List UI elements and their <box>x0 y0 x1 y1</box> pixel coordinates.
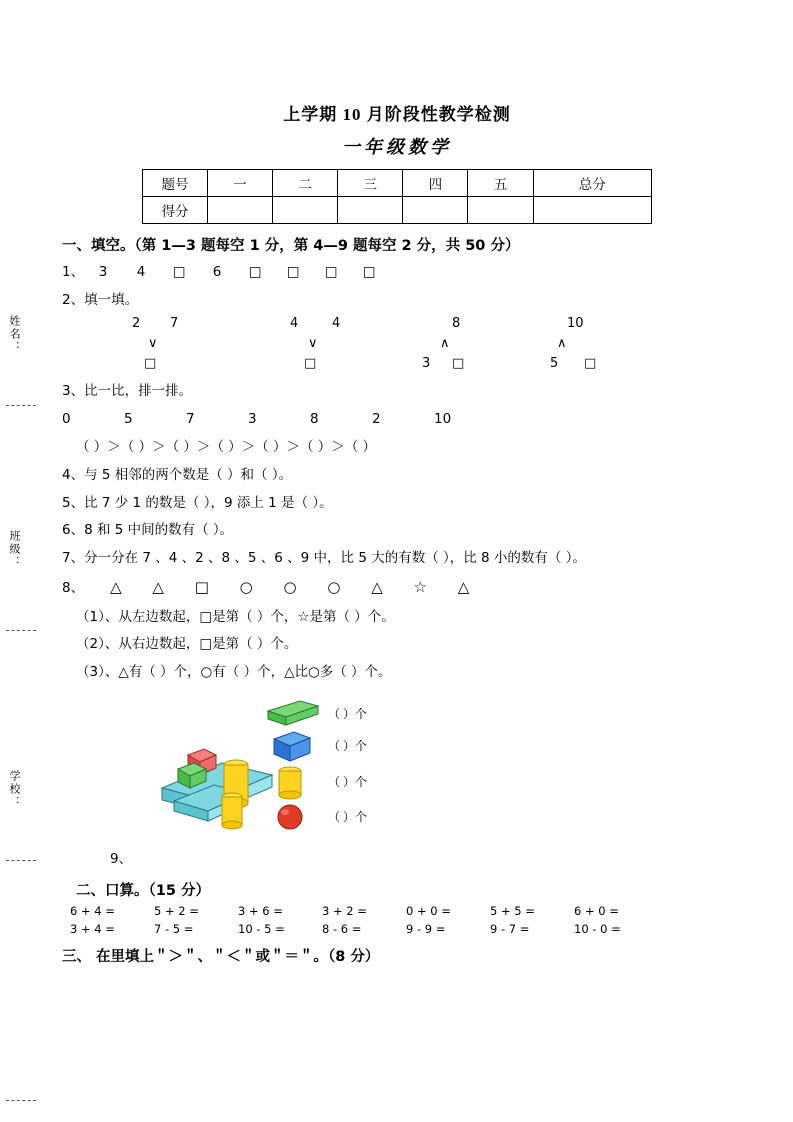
oral-item[interactable]: 5 + 2 = <box>154 904 199 919</box>
q3-num: 8 <box>310 410 319 427</box>
q2-mid-row <box>122 334 732 354</box>
margin-divider-1 <box>6 405 36 406</box>
page-title: 上学期 10 月阶段性教学检测 <box>283 105 511 124</box>
q2-bottom-row <box>122 354 732 374</box>
oral-item[interactable]: 10 - 5 = <box>238 922 285 937</box>
table-row <box>143 170 652 197</box>
q1-cell-blank[interactable]: □ <box>172 264 186 280</box>
oral-item[interactable]: 10 - 0 = <box>574 922 621 937</box>
score-cell: 总分 <box>533 170 651 197</box>
section-heading-3: 三、 在里填上＂＞＂、＂＜＂或＂＝＂。（8 分） <box>62 949 380 966</box>
table-row <box>143 197 652 224</box>
oral-item[interactable]: 3 + 4 = <box>70 922 115 937</box>
q2-static-num: 5 <box>550 355 559 371</box>
q3-num: 3 <box>248 410 257 427</box>
q1-cell-blank[interactable]: □ <box>324 264 338 280</box>
question-8-part-1[interactable]: （1）、从左边数起，□是第（ ）个，☆是第（ ）个。 <box>76 608 395 625</box>
worksheet-content <box>62 0 732 970</box>
q2-answer-box[interactable]: □ <box>304 355 317 371</box>
q2-top-num: 4 <box>332 315 341 331</box>
question-6[interactable]: 6、8 和 5 中间的数有（ ）。 <box>62 522 234 539</box>
q2-top-num: 2 <box>132 315 141 331</box>
question-8-shapes: △ △ □ ○ ○ ○ △ ☆ △ <box>110 578 483 597</box>
q2-answer-box[interactable]: □ <box>584 355 597 371</box>
question-4[interactable]: 4、与 5 相邻的两个数是（ ）和（ ）。 <box>62 466 293 483</box>
question-8-part-2[interactable]: （2）、从右边数起，□是第（ ）个。 <box>76 636 298 653</box>
score-cell: 四 <box>403 170 468 197</box>
question-7[interactable]: 7、分一分在 7 、4 、2 、8 、5 、6 、9 中，比 5 大的有数（ ），比 8 小的数有（ ）。 <box>62 550 586 567</box>
q2-brace: ∧ <box>557 335 567 351</box>
q2-answer-box[interactable]: □ <box>452 355 465 371</box>
oral-calc-row-2 <box>70 922 732 936</box>
oral-item[interactable]: 6 + 0 = <box>574 904 619 919</box>
score-input-cell[interactable] <box>468 197 533 224</box>
figure-legend-item[interactable]: （ ）个 <box>328 707 368 722</box>
blocks-illustration <box>152 693 472 843</box>
q1-cell-blank[interactable]: □ <box>362 264 376 280</box>
score-input-cell[interactable] <box>208 197 273 224</box>
q2-top-row <box>122 314 732 334</box>
figure-legend-item[interactable]: （ ）个 <box>328 739 368 754</box>
oral-item[interactable]: 5 + 5 = <box>490 904 535 919</box>
score-cell: 得分 <box>143 197 208 224</box>
section-heading-2: 二、口算。（15 分） <box>76 883 210 900</box>
question-2-diagram <box>122 314 732 374</box>
question-8 <box>62 576 732 599</box>
question-3-compare-row[interactable]: （ ）＞（ ）＞（ ）＞（ ）＞（ ）＞（ ）＞（ ） <box>76 438 377 455</box>
q1-cell-blank[interactable]: □ <box>286 264 300 280</box>
q3-num: 0 <box>62 410 71 427</box>
question-3-label: 3、比一比，排一排。 <box>62 382 193 399</box>
q2-top-num: 10 <box>567 315 584 331</box>
score-cell: 一 <box>208 170 273 197</box>
q2-top-num: 8 <box>452 315 461 331</box>
label-name: 姓名： <box>8 315 21 354</box>
score-cell: 二 <box>273 170 338 197</box>
q2-brace: ∨ <box>148 335 158 351</box>
q2-brace: ∧ <box>440 335 450 351</box>
question-2-label: 2、填一填。 <box>62 291 139 308</box>
question-9: 9、 <box>110 851 133 868</box>
q2-answer-box[interactable]: □ <box>144 355 157 371</box>
question-5[interactable]: 5、比 7 少 1 的数是（ ），9 添上 1 是（ ）。 <box>62 494 333 511</box>
oral-item[interactable]: 9 - 9 = <box>406 922 446 937</box>
page-subtitle: 一年级数学 <box>342 137 452 158</box>
oral-calc-row-1 <box>70 904 732 918</box>
score-table <box>142 169 652 224</box>
q1-cell-blank[interactable]: □ <box>248 264 262 280</box>
score-cell: 五 <box>468 170 533 197</box>
question-1 <box>62 262 732 283</box>
figure-legend-item[interactable]: （ ）个 <box>328 810 368 825</box>
question-3-numbers <box>62 409 732 430</box>
q1-cell: 3 <box>98 264 108 280</box>
q3-num: 2 <box>372 410 381 427</box>
oral-item[interactable]: 3 + 6 = <box>238 904 283 919</box>
figure-legend-item[interactable]: （ ）个 <box>328 775 368 790</box>
oral-item[interactable]: 6 + 4 = <box>70 904 115 919</box>
score-cell: 题号 <box>143 170 208 197</box>
score-input-cell[interactable] <box>338 197 403 224</box>
section-heading-1: 一、填空。（第 1—3 题每空 1 分，第 4—9 题每空 2 分，共 50 分） <box>62 238 520 254</box>
margin-divider-4 <box>6 1100 36 1101</box>
q2-static-num: 3 <box>422 355 431 371</box>
score-input-cell[interactable] <box>273 197 338 224</box>
q3-num: 5 <box>124 410 133 427</box>
question-8-label: 8、 <box>62 580 85 597</box>
label-school: 学校： <box>8 770 21 809</box>
solid-shapes-figure <box>152 693 472 843</box>
q2-brace: ∨ <box>308 335 318 351</box>
label-class: 班级： <box>8 530 21 569</box>
oral-item[interactable]: 8 - 6 = <box>322 922 362 937</box>
oral-item[interactable]: 9 - 7 = <box>490 922 530 937</box>
oral-item[interactable]: 7 - 5 = <box>154 922 194 937</box>
margin-divider-3 <box>6 860 36 861</box>
q1-cell: 4 <box>136 264 146 280</box>
margin-divider-2 <box>6 630 36 631</box>
score-input-cell[interactable] <box>533 197 651 224</box>
q1-cell: 6 <box>212 264 222 280</box>
score-cell: 三 <box>338 170 403 197</box>
q3-num: 10 <box>434 410 452 427</box>
q2-top-num: 4 <box>290 315 299 331</box>
question-1-label: 1、 <box>62 264 85 280</box>
q2-top-num: 7 <box>170 315 179 331</box>
oral-item[interactable]: 0 + 0 = <box>406 904 451 919</box>
q3-num: 7 <box>186 410 195 427</box>
score-input-cell[interactable] <box>403 197 468 224</box>
question-8-part-3[interactable]: （3）、△有（ ）个，○有（ ）个，△比○多（ ）个。 <box>76 664 392 681</box>
oral-item[interactable]: 3 + 2 = <box>322 904 367 919</box>
margin-labels <box>6 200 28 900</box>
